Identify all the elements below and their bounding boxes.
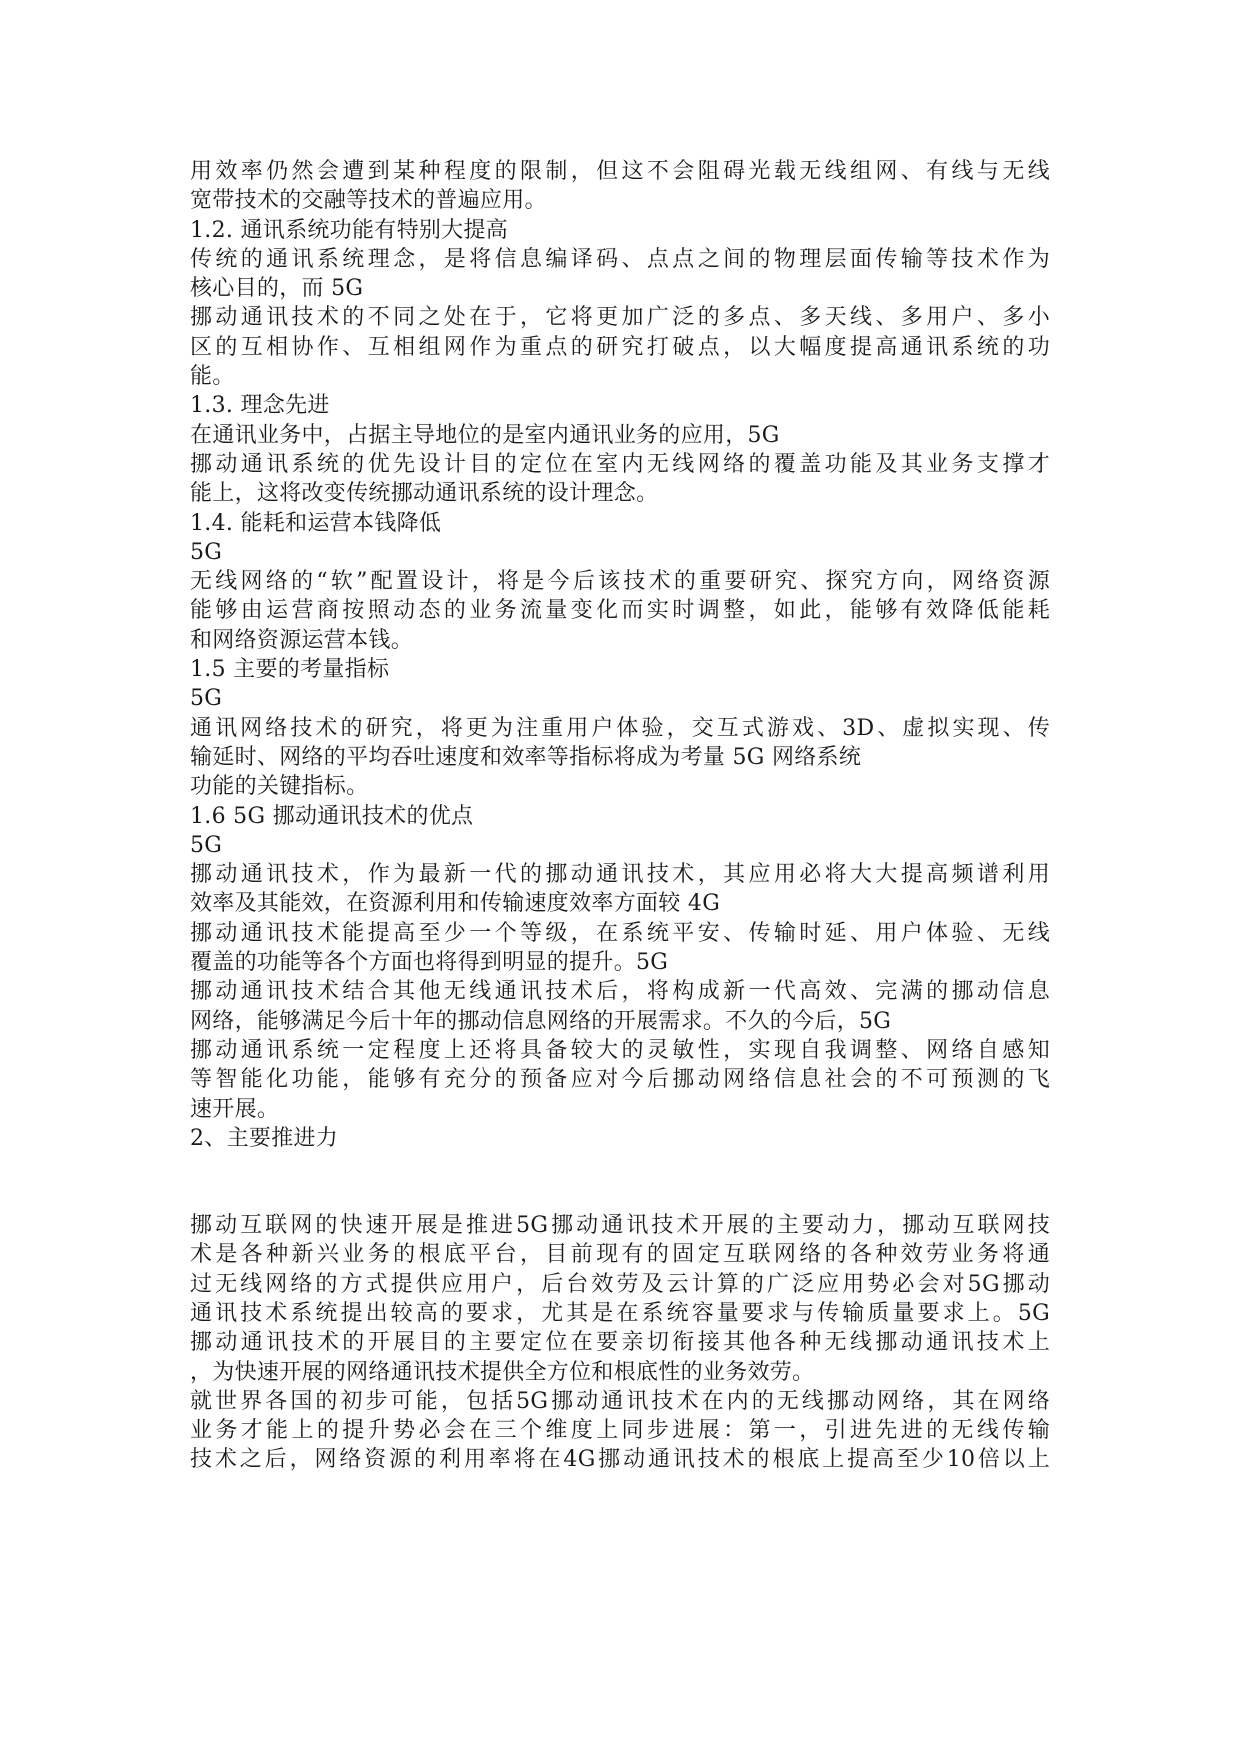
text-line: 速开展。 [190, 1096, 280, 1122]
text-line: 5G [190, 539, 223, 565]
text-line: 在通讯业务中，占据主导地位的是室内通讯业务的应用，5G [190, 422, 780, 448]
text-line: 区的互相协作、互相组网作为重点的研究打破点，以大幅度提高通讯系统的功 [190, 334, 1050, 360]
text-line: 术是各种新兴业务的根底平台，目前现有的固定互联网络的各种效劳业务将通 [190, 1242, 1050, 1268]
text-line: 业务才能上的提升势必会在三个维度上同步进展：第一，引进先进的无线传输 [190, 1418, 1050, 1444]
text-line: 挪动通讯技术，作为最新一代的挪动通讯技术，其应用必将大大提高频谱利用 [190, 862, 1050, 888]
text-line: 宽带技术的交融等技术的普遍应用。 [190, 188, 547, 214]
blank-line [190, 1153, 1050, 1211]
text-line: 1.6 5G 挪动通讯技术的优点 [190, 803, 474, 829]
text-line: 过无线网络的方式提供应用户，后台效劳及云计算的广泛应用势必会对5G挪动 [190, 1271, 1050, 1297]
text-line: 5G [190, 832, 223, 858]
text-line: 挪动通讯技术结合其他无线通讯技术后，将构成新一代高效、完满的挪动信息 [190, 979, 1050, 1005]
text-line: 输延时、网络的平均吞吐速度和效率等指标将成为考量 5G 网络系统 [190, 744, 862, 770]
text-line: 1.5 主要的考量指标 [190, 657, 390, 683]
text-line: 效率及其能效，在资源利用和传输速度效率方面较 4G [190, 891, 721, 917]
text-line: 能上，这将改变传统挪动通讯系统的设计理念。 [190, 481, 659, 507]
text-line: 覆盖的功能等各个方面也将得到明显的提升。5G [190, 950, 669, 976]
text-line: 核心目的，而 5G [190, 276, 364, 302]
text-line: 挪动互联网的快速开展是推进5G挪动通讯技术开展的主要动力，挪动互联网技 [190, 1213, 1050, 1239]
text-line: ，为快速开展的网络通讯技术提供全方位和根底性的业务效劳。 [190, 1359, 815, 1385]
text-line: 1.3. 理念先进 [190, 393, 330, 419]
text-line: 传统的通讯系统理念，是将信息编译码、点点之间的物理层面传输等技术作为 [190, 246, 1050, 272]
text-line: 通讯网络技术的研究，将更为注重用户体验，交互式游戏、3D、虚拟实现、传 [190, 715, 1050, 741]
text-line: 挪动通讯系统一定程度上还将具备较大的灵敏性，实现自我调整、网络自感知 [190, 1037, 1050, 1063]
text-line: 5G [190, 686, 223, 712]
text-line: 挪动通讯系统的优先设计目的定位在室内无线网络的覆盖功能及其业务支撑才 [190, 451, 1050, 477]
text-line: 挪动通讯技术的开展目的主要定位在要亲切衔接其他各种无线挪动通讯技术上 [190, 1330, 1050, 1356]
text-line: 和网络资源运营本钱。 [190, 627, 414, 653]
text-line: 功能的关键指标。 [190, 774, 369, 800]
text-line: 用效率仍然会遭到某种程度的限制，但这不会阻碍光载无线组网、有线与无线 [190, 159, 1050, 184]
text-line: 1.4. 能耗和运营本钱降低 [190, 510, 442, 536]
text-line: 通讯技术系统提出较高的要求，尤其是在系统容量要求与传输质量要求上。5G [190, 1300, 1050, 1326]
text-line: 就世界各国的初步可能，包括5G挪动通讯技术在内的无线挪动网络，其在网络 [190, 1388, 1050, 1414]
text-line: 能。 [190, 364, 235, 390]
document-body [190, 157, 1050, 1475]
text-line: 2、主要推进力 [190, 1125, 339, 1151]
text-line: 挪动通讯技术能提高至少一个等级，在系统平安、传输时延、用户体验、无线 [190, 920, 1050, 946]
text-line: 网络，能够满足今后十年的挪动信息网络的开展需求。不久的今后，5G [190, 1008, 892, 1034]
text-line: 技术之后，网络资源的利用率将在4G挪动通讯技术的根底上提高至少10倍以上 [190, 1447, 1050, 1473]
text-line: 无线网络的“软”配置设计，将是今后该技术的重要研究、探究方向，网络资源 [190, 569, 1050, 595]
text-line: 能够由运营商按照动态的业务流量变化而实时调整，如此，能够有效降低能耗 [190, 598, 1050, 624]
text-line: 1.2. 通讯系统功能有特别大提高 [190, 217, 509, 243]
text-line: 挪动通讯技术的不同之处在于，它将更加广泛的多点、多天线、多用户、多小 [190, 305, 1050, 331]
text-line: 等智能化功能，能够有充分的预备应对今后挪动网络信息社会的不可预测的飞 [190, 1067, 1050, 1093]
